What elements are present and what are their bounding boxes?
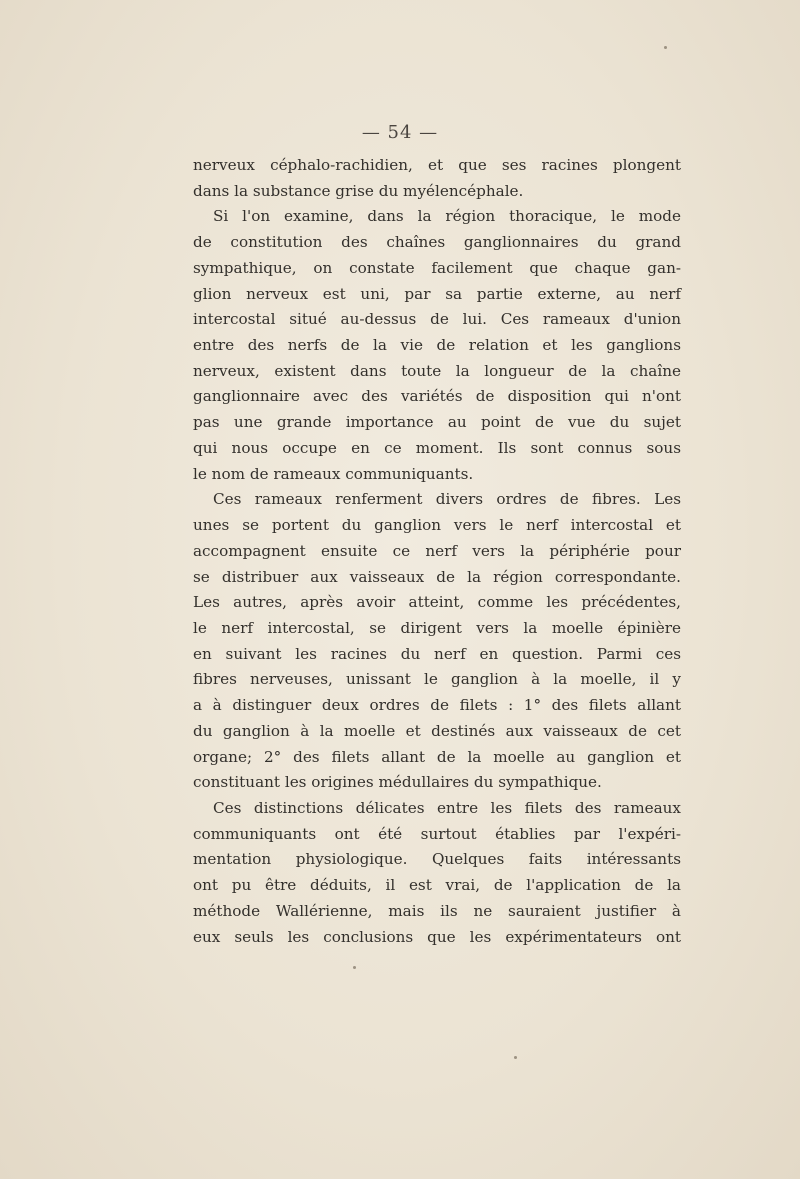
text-line: nerveux, existent dans toute la longueur de la chaîne xyxy=(193,361,681,380)
text-line: Ces distinctions délicates entre les filets des rameaux xyxy=(213,798,681,817)
page-number: — 54 — xyxy=(361,122,439,143)
text-line: a à distinguer deux ordres de filets : 1° des filets allant xyxy=(193,696,681,715)
text-line: fibres nerveuses, unissant le ganglion à la moelle, il y xyxy=(193,670,681,689)
text-line: le nom de rameaux communiquants. xyxy=(193,464,474,483)
text-line: nerveux céphalo-rachidien, et que ses racines plongent xyxy=(193,156,681,174)
text-line: méthode Wallérienne, mais ils ne sauraient justifier à xyxy=(193,901,681,920)
text-line: accompagnent ensuite ce nerf vers la périphérie pour xyxy=(193,541,681,560)
text-line: eux seuls les conclusions que les expérimentateurs ont xyxy=(193,927,681,946)
text-line: organe; 2° des filets allant de la moelle au ganglion et xyxy=(193,747,681,766)
text-line: entre des nerfs de la vie de relation et les ganglions xyxy=(193,336,681,355)
text-line: mentation physiologique. Quelques faits intéressants xyxy=(193,850,681,869)
text-line: Ces rameaux renferment divers ordres de fibres. Les xyxy=(213,490,681,509)
paper-speck xyxy=(353,966,356,969)
text-line: communiquants ont été surtout établies par l'expéri- xyxy=(193,824,681,843)
paper-speck xyxy=(514,1056,517,1059)
text-line: ont pu être déduits, il est vrai, de l'application de la xyxy=(193,876,681,895)
text-line: du ganglion à la moelle et destinés aux vaisseaux de cet xyxy=(193,721,681,740)
text-line: dans la substance grise du myélencéphale. xyxy=(193,181,524,200)
body-text xyxy=(193,153,681,950)
text-line: en suivant les racines du nerf en question. Parmi ces xyxy=(193,644,681,663)
text-line: le nerf intercostal, se dirigent vers la moelle épinière xyxy=(193,618,681,637)
text-line: de constitution des chaînes ganglionnaires du grand xyxy=(193,233,681,252)
text-line: glion nerveux est uni, par sa partie externe, au nerf xyxy=(193,284,681,303)
text-line: ganglionnaire avec des variétés de disposition qui n'ont xyxy=(193,387,681,406)
text-line: constituant les origines médullaires du sympathique. xyxy=(193,773,602,792)
paper-speck xyxy=(664,46,667,49)
text-line: qui nous occupe en ce moment. Ils sont connus sous xyxy=(193,438,681,457)
text-line: sympathique, on constate facilement que chaque gan- xyxy=(193,258,681,277)
text-line: unes se portent du ganglion vers le nerf intercostal et xyxy=(193,516,681,535)
text-line: pas une grande importance au point de vue du sujet xyxy=(193,413,681,432)
text-line: se distribuer aux vaisseaux de la région correspondante. xyxy=(193,567,681,586)
text-line: Les autres, après avoir atteint, comme les précédentes, xyxy=(193,593,681,612)
text-line: intercostal situé au-dessus de lui. Ces rameaux d'union xyxy=(193,310,681,329)
text-line: Si l'on examine, dans la région thoracique, le mode xyxy=(213,207,681,226)
